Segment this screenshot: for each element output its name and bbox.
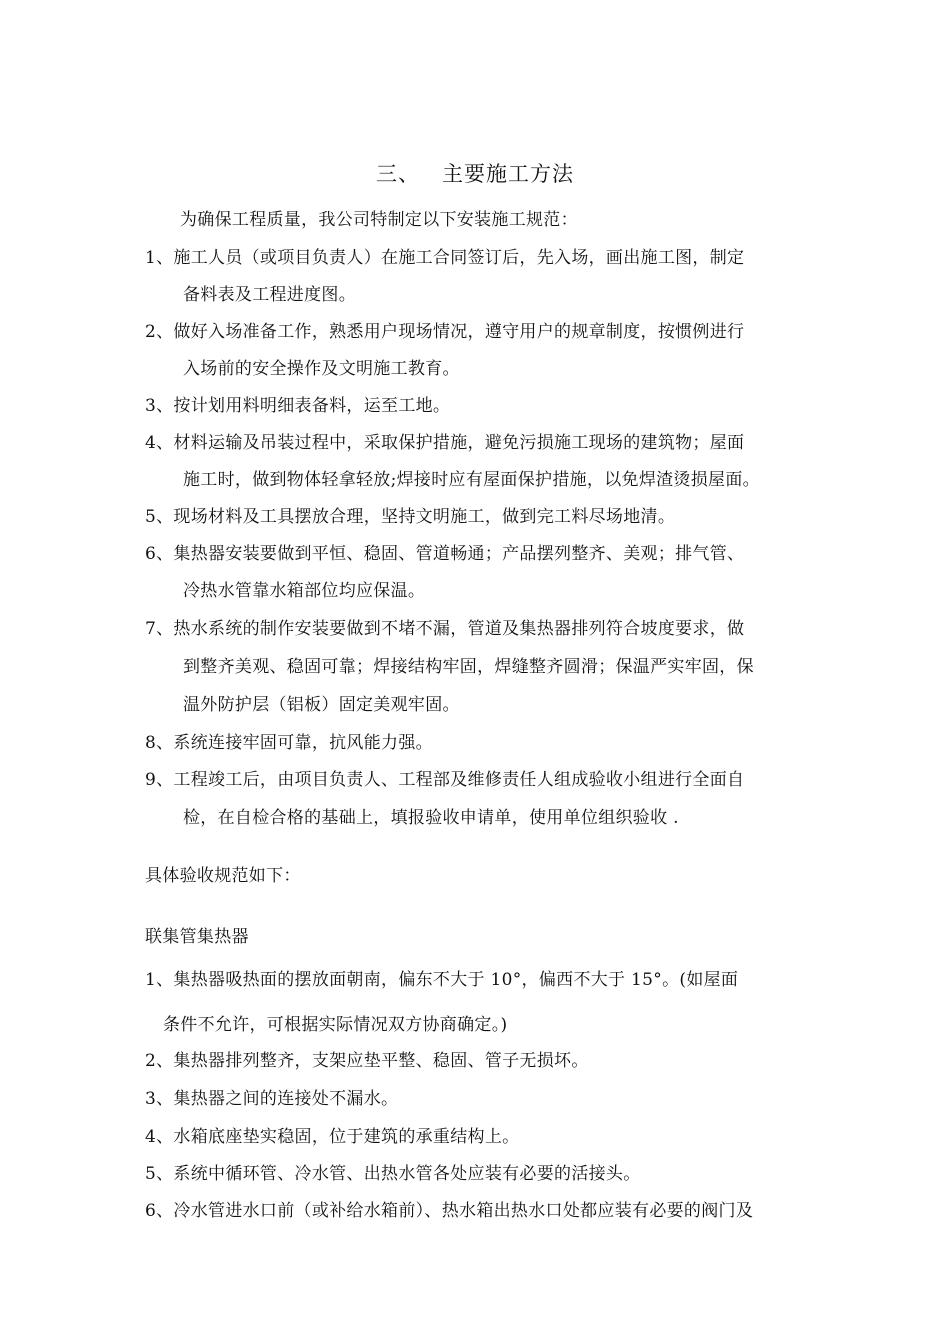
- list-item-continuation: 备料表及工程进度图。: [183, 285, 356, 305]
- list-item-continuation: 到整齐美观、稳固可靠；焊接结构牢固，焊缝整齐圆滑；保温严实牢固，保: [183, 657, 754, 677]
- check-item-number: 1、: [145, 970, 174, 990]
- list-item-text: 热水系统的制作安装要做到不堵不漏，管道及集热器排列符合坡度要求，做: [173, 619, 745, 639]
- list-item-text: 做好入场准备工作，熟悉用户现场情况，遵守用户的规章制度，按惯例进行: [173, 322, 745, 342]
- list-item-text: 按计划用料明细表备料，运至工地。: [173, 396, 451, 416]
- check-item-text: 水箱底座垫实稳固，位于建筑的承重结构上。: [173, 1127, 520, 1147]
- check-item: [145, 1087, 398, 1111]
- check-item-text: 集热器之间的连接处不漏水。: [173, 1089, 399, 1109]
- list-item-number: 4、: [145, 433, 174, 453]
- list-item-continuation: 施工时，做到物体轻拿轻放;焊接时应有屋面保护措施，以免焊渣烫损屋面。: [183, 470, 760, 490]
- check-item-number: 3、: [145, 1089, 174, 1109]
- section-title-text: 主要施工方法: [442, 162, 574, 186]
- section-title-number: 三、: [376, 162, 420, 186]
- list-item-text: 材料运输及吊装过程中，采取保护措施，避免污损施工现场的建筑物；屋面: [173, 433, 745, 453]
- check-item: [145, 1049, 589, 1073]
- list-item: [145, 731, 433, 755]
- check-item: [145, 1162, 641, 1186]
- list-item-number: 7、: [145, 619, 174, 639]
- list-item-number: 6、: [145, 544, 174, 564]
- list-item: [145, 320, 744, 344]
- section-title: [0, 158, 950, 188]
- check-item: [145, 1125, 519, 1149]
- list-item-number: 5、: [145, 507, 174, 527]
- check-item-text: 系统中循环管、冷水管、出热水管各处应装有必要的活接头。: [173, 1164, 641, 1184]
- list-item: [145, 617, 744, 641]
- intro-paragraph: 为确保工程质量，我公司特制定以下安装施工规范：: [180, 210, 578, 230]
- list-item-number: 1、: [145, 248, 174, 268]
- check-item-number: 4、: [145, 1127, 174, 1147]
- subsection-heading: 联集管集热器: [145, 927, 249, 947]
- list-item-number: 2、: [145, 322, 174, 342]
- list-item: [145, 431, 744, 455]
- list-item: [145, 542, 744, 566]
- list-item-continuation: 温外防护层（铝板）固定美观牢固。: [183, 695, 460, 715]
- check-item-text: 集热器排列整齐，支架应垫平整、稳固、管子无损坏。: [173, 1051, 589, 1071]
- list-item-text: 施工人员（或项目负责人）在施工合同签订后，先入场，画出施工图，制定: [173, 248, 745, 268]
- list-item: [145, 246, 744, 270]
- list-item-continuation: 入场前的安全操作及文明施工教育。: [183, 359, 460, 379]
- list-item-number: 8、: [145, 733, 174, 753]
- list-item-number: 9、: [145, 770, 174, 790]
- check-item: [145, 968, 738, 992]
- list-item-text: 系统连接牢固可靠，抗风能力强。: [173, 733, 433, 753]
- list-item-text: 工程竣工后，由项目负责人、工程部及维修责任人组成验收小组进行全面自: [173, 770, 745, 790]
- acceptance-heading: 具体验收规范如下：: [145, 866, 301, 886]
- check-item-number: 2、: [145, 1051, 174, 1071]
- list-item: [145, 505, 675, 529]
- list-item-number: 3、: [145, 396, 174, 416]
- check-item-continuation: 条件不允许，可根据实际情况双方协商确定。): [163, 1015, 508, 1035]
- check-item-number: 5、: [145, 1164, 174, 1184]
- list-item-text: 现场材料及工具摆放合理，坚持文明施工，做到完工料尽场地清。: [173, 507, 676, 527]
- check-item: [145, 1199, 753, 1223]
- check-item-text: 冷水管进水口前（或补给水箱前）、热水箱出热水口处都应装有必要的阀门及: [173, 1201, 754, 1221]
- list-item-continuation: 冷热水管靠水箱部位均应保温。: [183, 581, 426, 601]
- list-item-continuation: 检，在自检合格的基础上，填报验收申请单，使用单位组织验收 .: [183, 808, 679, 828]
- list-item: [145, 768, 744, 792]
- list-item: [145, 394, 450, 418]
- list-item-text: 集热器安装要做到平恒、稳固、管道畅通；产品摆列整齐、美观；排气管、: [173, 544, 745, 564]
- check-item-text: 集热器吸热面的摆放面朝南，偏东不大于 10°，偏西不大于 15°。(如屋面: [173, 970, 739, 990]
- check-item-number: 6、: [145, 1201, 174, 1221]
